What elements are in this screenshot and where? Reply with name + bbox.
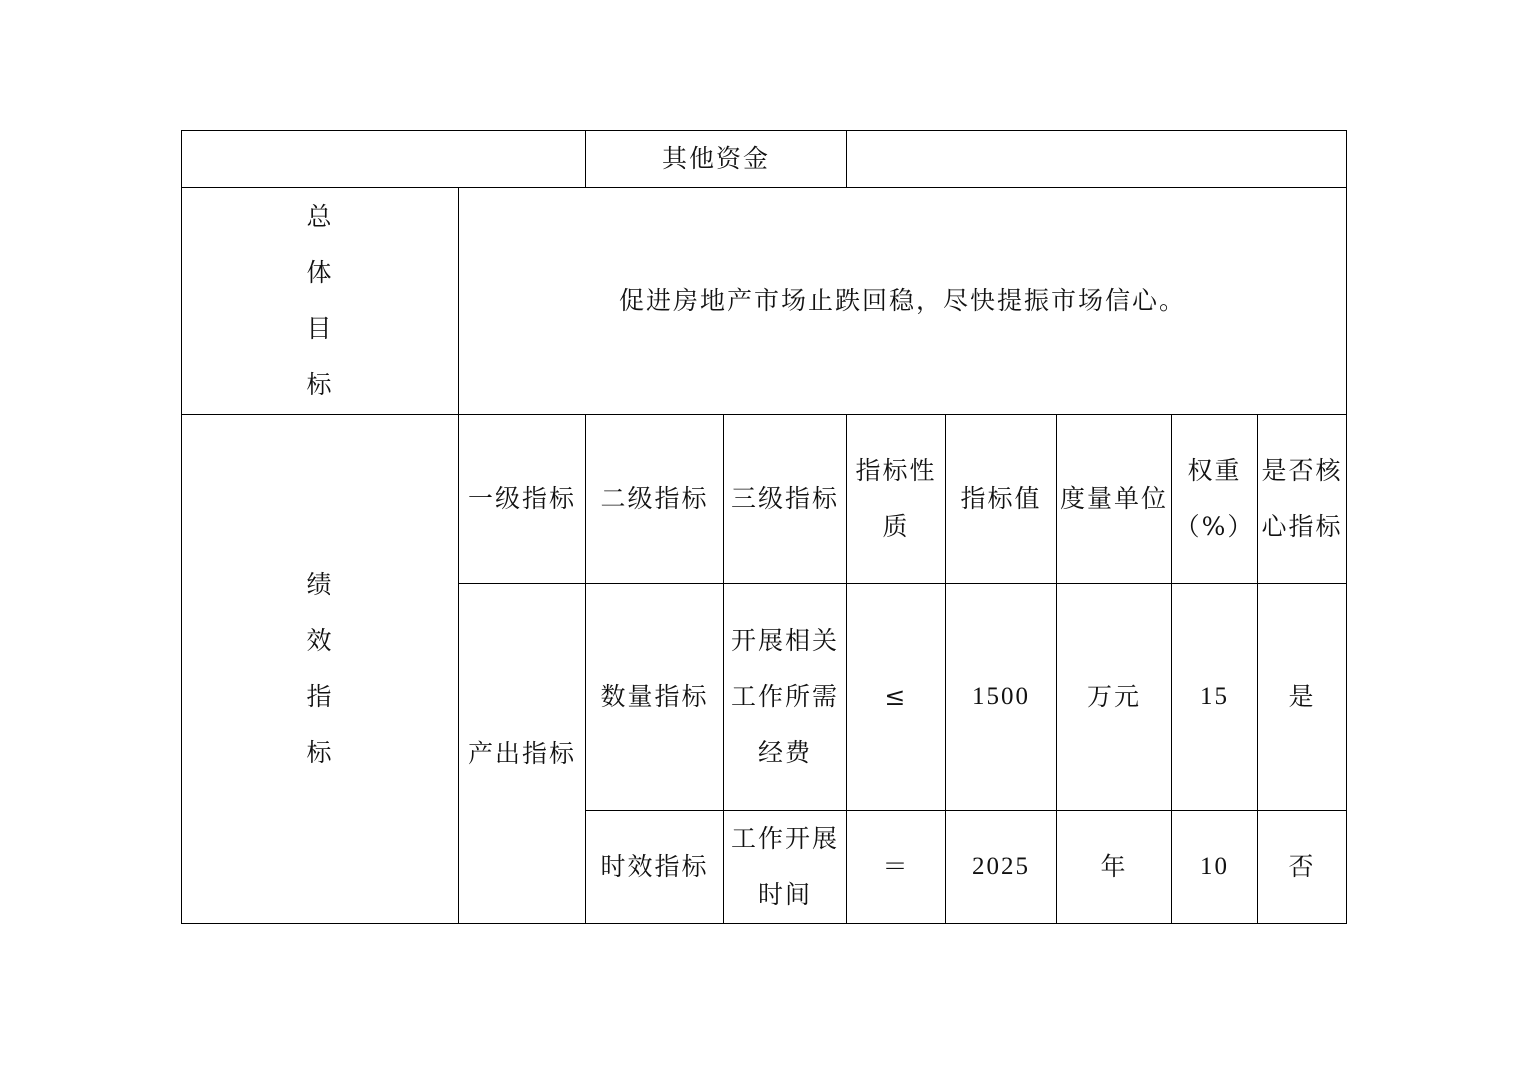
weight-cell: 10 — [1172, 811, 1258, 924]
overall-goal-row — [182, 188, 1347, 415]
header-nature: 指标性质 — [847, 415, 946, 584]
unit-cell: 年 — [1057, 811, 1172, 924]
indicator-header-row — [182, 415, 1347, 584]
header-level1: 一级指标 — [459, 415, 586, 584]
header-value: 指标值 — [946, 415, 1057, 584]
overall-goal-label: 总体目标 — [306, 202, 334, 399]
weight-cell: 15 — [1172, 584, 1258, 811]
header-level3: 三级指标 — [724, 415, 847, 584]
header-unit: 度量单位 — [1057, 415, 1172, 584]
funding-blank-cell — [182, 131, 586, 188]
other-funds-value — [847, 131, 1347, 188]
core-cell: 是 — [1258, 584, 1347, 811]
unit-cell: 万元 — [1057, 584, 1172, 811]
level1-output: 产出指标 — [459, 584, 586, 924]
value-cell: 2025 — [946, 811, 1057, 924]
level3-cell: 开展相关工作所需经费 — [724, 584, 847, 811]
overall-goal-label-cell — [182, 188, 459, 415]
nature-cell: ≤ — [847, 584, 946, 811]
performance-label-cell — [182, 415, 459, 924]
funding-row — [182, 131, 1347, 188]
header-weight: 权重（%） — [1172, 415, 1258, 584]
core-cell: 否 — [1258, 811, 1347, 924]
value-cell: 1500 — [946, 584, 1057, 811]
overall-goal-text: 促进房地产市场止跌回稳，尽快提振市场信心。 — [459, 188, 1347, 415]
performance-label: 绩效指标 — [306, 570, 334, 767]
other-funds-label: 其他资金 — [586, 131, 847, 188]
level3-cell: 工作开展时间 — [724, 811, 847, 924]
nature-cell: ＝ — [847, 811, 946, 924]
level2-cell: 时效指标 — [586, 811, 724, 924]
header-level2: 二级指标 — [586, 415, 724, 584]
level2-cell: 数量指标 — [586, 584, 724, 811]
performance-target-table — [181, 130, 1347, 924]
header-core: 是否核心指标 — [1258, 415, 1347, 584]
